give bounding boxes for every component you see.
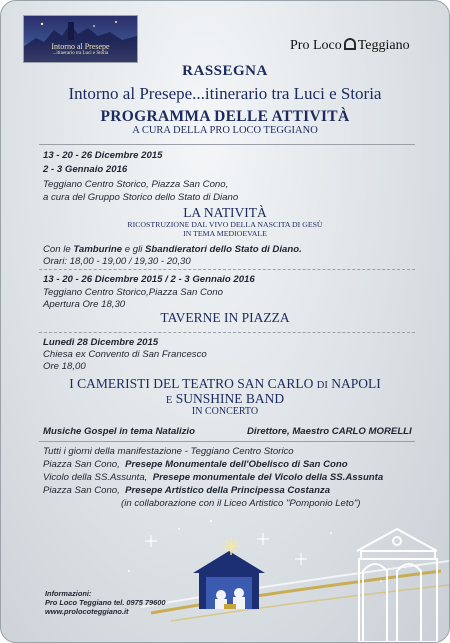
rassegna-heading: RASSEGNA	[182, 63, 268, 79]
program-subtitle: A CURA DELLA PRO LOCO TEGGIANO	[132, 125, 318, 136]
info-website[interactable]: www.prolocoteggiano.it	[45, 607, 129, 616]
ev2-open: Apertura Ore 18,30	[43, 299, 126, 310]
logo-line1: Intorno al Presepe	[51, 42, 110, 51]
ev3-title1b: DI	[316, 380, 328, 391]
ev3-title1	[1, 376, 449, 392]
daily-row-3	[43, 484, 330, 497]
ev3-title2a: E	[165, 395, 173, 406]
daily-intro: Tutti i giorni della manifestazione - Teggiano Centro Storico	[43, 446, 294, 457]
ev3-title2b: SUNSHINE BAND	[172, 391, 285, 406]
pro-loco-text-a: Pro Loco	[290, 38, 342, 53]
ev1-with-a: Tamburine	[73, 244, 123, 255]
ev3-music: Musiche Gospel in tema Natalizio	[43, 426, 195, 437]
ev1-place: Teggiano Centro Storico, Piazza San Cono,	[43, 179, 229, 190]
ev3-title2	[1, 391, 449, 407]
program-title: PROGRAMMA DELLE ATTIVITÀ	[100, 108, 350, 125]
divider	[39, 269, 415, 270]
daily-place: Vicolo della SS.Assunta,	[43, 472, 148, 483]
ev1-desc1: RICOSTRUZIONE DAL VIVO DELLA NASCITA DI GESÙ	[127, 220, 323, 229]
ev3-time: Ore 18,00	[43, 361, 86, 372]
event-subtitle: Intorno al Presepe...itinerario tra Luci e Storia	[68, 84, 382, 103]
ev1-org: a cura del Gruppo Storico dello Stato di Diano	[43, 192, 239, 203]
ev1-title: LA NATIVITÀ	[183, 205, 267, 220]
pro-loco-mark-icon	[344, 38, 356, 50]
nativity-illustration	[1, 511, 449, 642]
ev2-place: Teggiano Centro Storico,Piazza San Cono	[43, 287, 223, 298]
ev3-title1a: I CAMERISTI DEL TEATRO SAN CARLO	[69, 376, 317, 391]
pro-loco-logo	[290, 38, 410, 54]
comet-star-icon	[222, 537, 240, 555]
ev2-title: TAVERNE IN PIAZZA	[160, 310, 290, 325]
daily-place: Piazza San Cono,	[43, 485, 120, 496]
ev1-date2: 2 - 3 Gennaio 2016	[43, 164, 128, 175]
daily-item: Presepe Monumentale dell'Obelisco di San Cono	[125, 459, 348, 470]
info-heading: Informazioni:	[45, 589, 92, 598]
ev1-with-mid: e gli	[122, 244, 146, 255]
ev2-dates: 13 - 20 - 26 Dicembre 2015 / 2 - 3 Gennaio 2016	[43, 274, 255, 285]
nativity-hut-icon	[193, 551, 265, 609]
divider	[39, 144, 415, 145]
ev3-place: Chiesa ex Convento di San Francesco	[43, 349, 207, 360]
ev3-director: Direttore, Maestro CARLO MORELLI	[247, 426, 412, 437]
logo-line2: ...itinerario tra Luci e Storia	[52, 51, 109, 56]
pro-loco-text-b: Teggiano	[357, 38, 410, 53]
ev1-desc2: IN TEMA MEDIOEVALE	[183, 229, 267, 238]
ev3-concert: IN CONCERTO	[191, 406, 259, 417]
info-phone: Pro Loco Teggiano tel. 0975 79600	[45, 598, 166, 607]
ev1-with-b: Sbandieratori dello Stato di Diano.	[145, 244, 302, 255]
event-logo	[23, 15, 138, 63]
daily-item: Presepe Artistico della Principessa Costanza	[125, 485, 331, 496]
divider	[39, 332, 415, 333]
divider	[39, 441, 415, 442]
ev1-date1: 13 - 20 - 26 Dicembre 2015	[43, 150, 163, 161]
ev3-title1c: NAPOLI	[327, 376, 381, 391]
daily-item: Presepe monumentale del Vicolo della SS.Assunta	[152, 472, 384, 483]
ev3-date: Lunedì 28 Dicembre 2015	[43, 337, 159, 348]
arch-monument-icon	[357, 529, 437, 642]
daily-row-1	[43, 458, 348, 471]
ev1-with-pre: Con le	[43, 244, 74, 255]
daily-place: Piazza San Cono,	[43, 459, 120, 470]
daily-note: (in collaborazione con il Liceo Artistico "Pomponio Leto")	[121, 498, 361, 509]
daily-row-2	[43, 471, 383, 484]
ev1-hours: Orari: 18,00 - 19,00 / 19,30 - 20,30	[43, 256, 191, 267]
